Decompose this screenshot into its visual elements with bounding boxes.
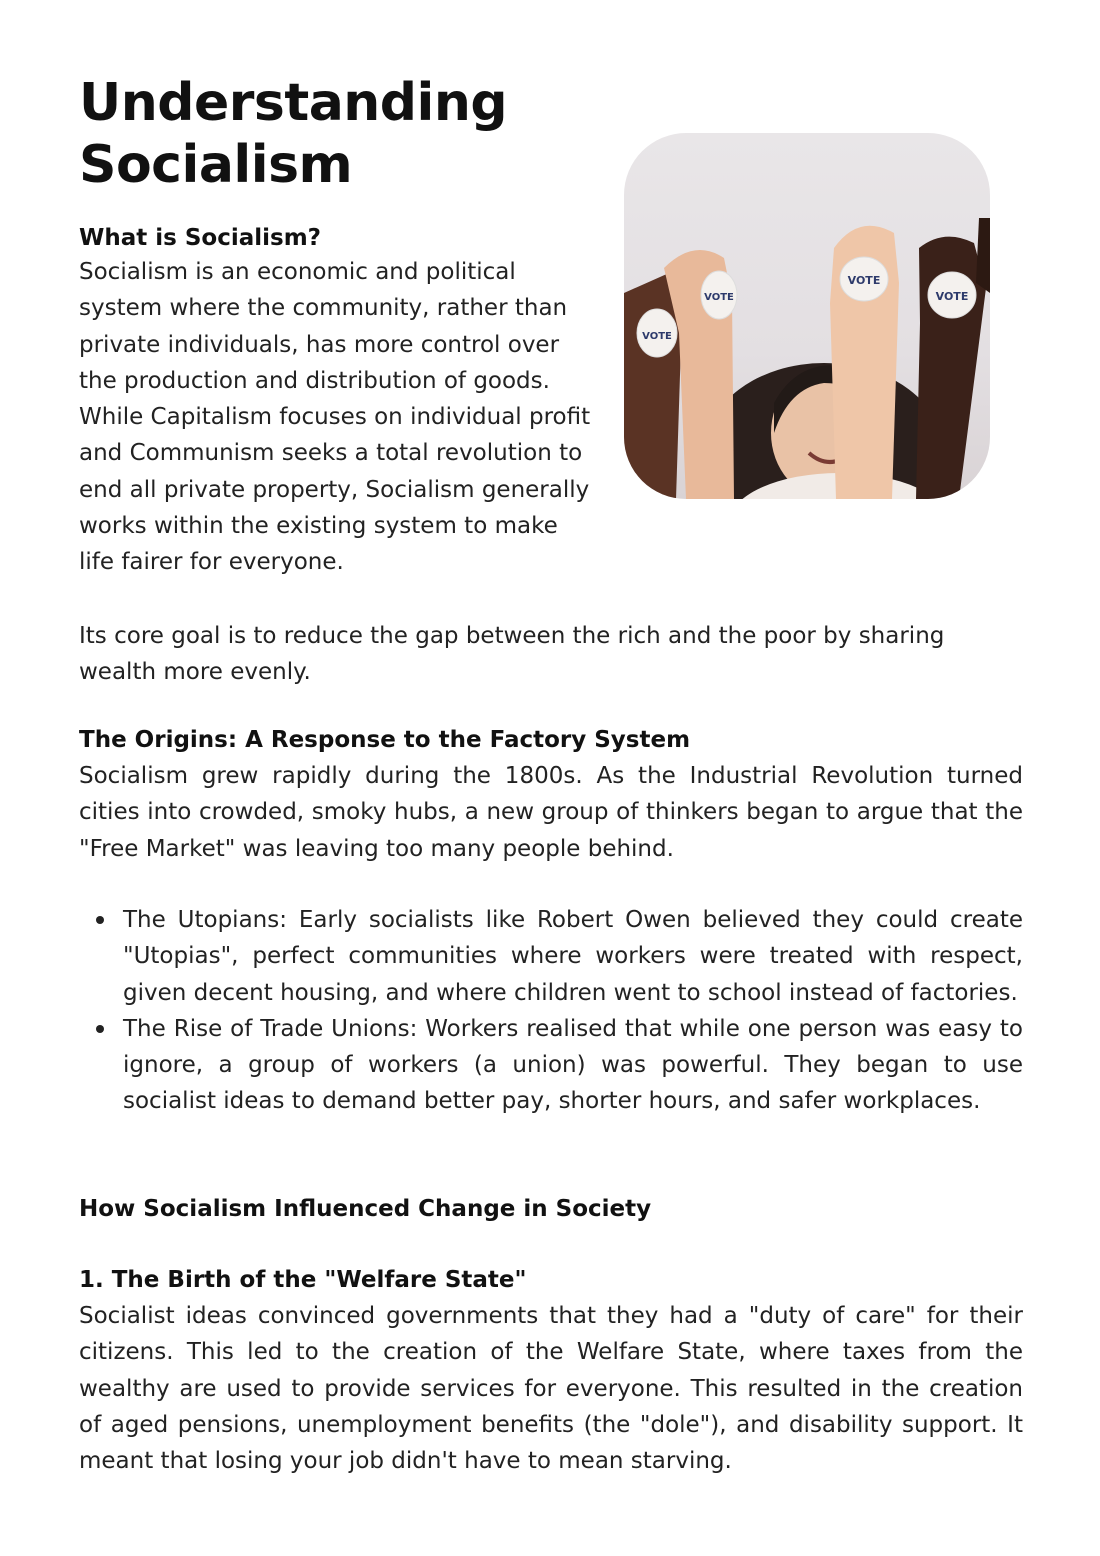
list-item [79, 1011, 1023, 1120]
origins-paragraph: Socialism grew rapidly during the 1800s. As the Industrial Revolution turned cities into crowded, smoky hubs, a new group of thinkers began to argue that the "Free Market" was leaving too many people behind. [79, 763, 1023, 862]
vote-photo [624, 133, 990, 499]
core-goal-paragraph: Its core goal is to reduce the gap between the rich and the poor by sharing wealth more evenly. [79, 623, 945, 686]
origins-bullet-list [79, 902, 1023, 1120]
sticker-label: VOTE [642, 331, 672, 342]
sticker-label: VOTE [847, 274, 881, 287]
intro-paragraph: Socialism is an economic and political system where the community, rather than private individuals, has more control over the production and distribution of goods. While Capitalism focuses on individual profit and Communism seeks a total revolution to end all private property, Socialism generally works within the existing system to make life fairer for everyone. [79, 259, 591, 576]
section-heading-influence: How Socialism Influenced Change in Society [79, 1196, 652, 1222]
section-heading-origins: The Origins: A Response to the Factory System [79, 727, 691, 753]
page-title [79, 72, 507, 196]
section-heading-what-is-socialism: What is Socialism? [79, 225, 322, 251]
title-line-2: Socialism [79, 135, 353, 195]
welfare-paragraph: Socialist ideas convinced governments that they had a "duty of care" for their citizens. This led to the creation of the Welfare State, where taxes from the wealthy are used to provide services for everyone. This resulted in the creation of aged pensions, unemployment benefits (the "dole"), and disability support. It meant that losing your job didn't have to mean starving. [79, 1303, 1023, 1475]
list-item [79, 902, 1023, 1011]
title-line-1: Understanding [79, 73, 508, 133]
raised-fists-vote-stickers-photo [624, 133, 990, 499]
bullet-text-trade-unions: The Rise of Trade Unions: Workers realised that while one person was easy to ignore, a group of workers (a union) was powerful. They began to use socialist ideas to demand better pay, shorter hours, and safer workplaces. [123, 1015, 1023, 1115]
sticker-label: VOTE [704, 292, 734, 303]
bullet-dot-icon [96, 1025, 104, 1033]
sticker-label: VOTE [935, 290, 969, 303]
bullet-dot-icon [96, 916, 104, 924]
bullet-text-utopians: The Utopians: Early socialists like Robert Owen believed they could create "Utopias", perfect communities where workers were treated with respect, given decent housing, and where children went to school instead of factories. [123, 907, 1023, 1006]
subheading-welfare-state: 1. The Birth of the "Welfare State" [79, 1267, 527, 1293]
